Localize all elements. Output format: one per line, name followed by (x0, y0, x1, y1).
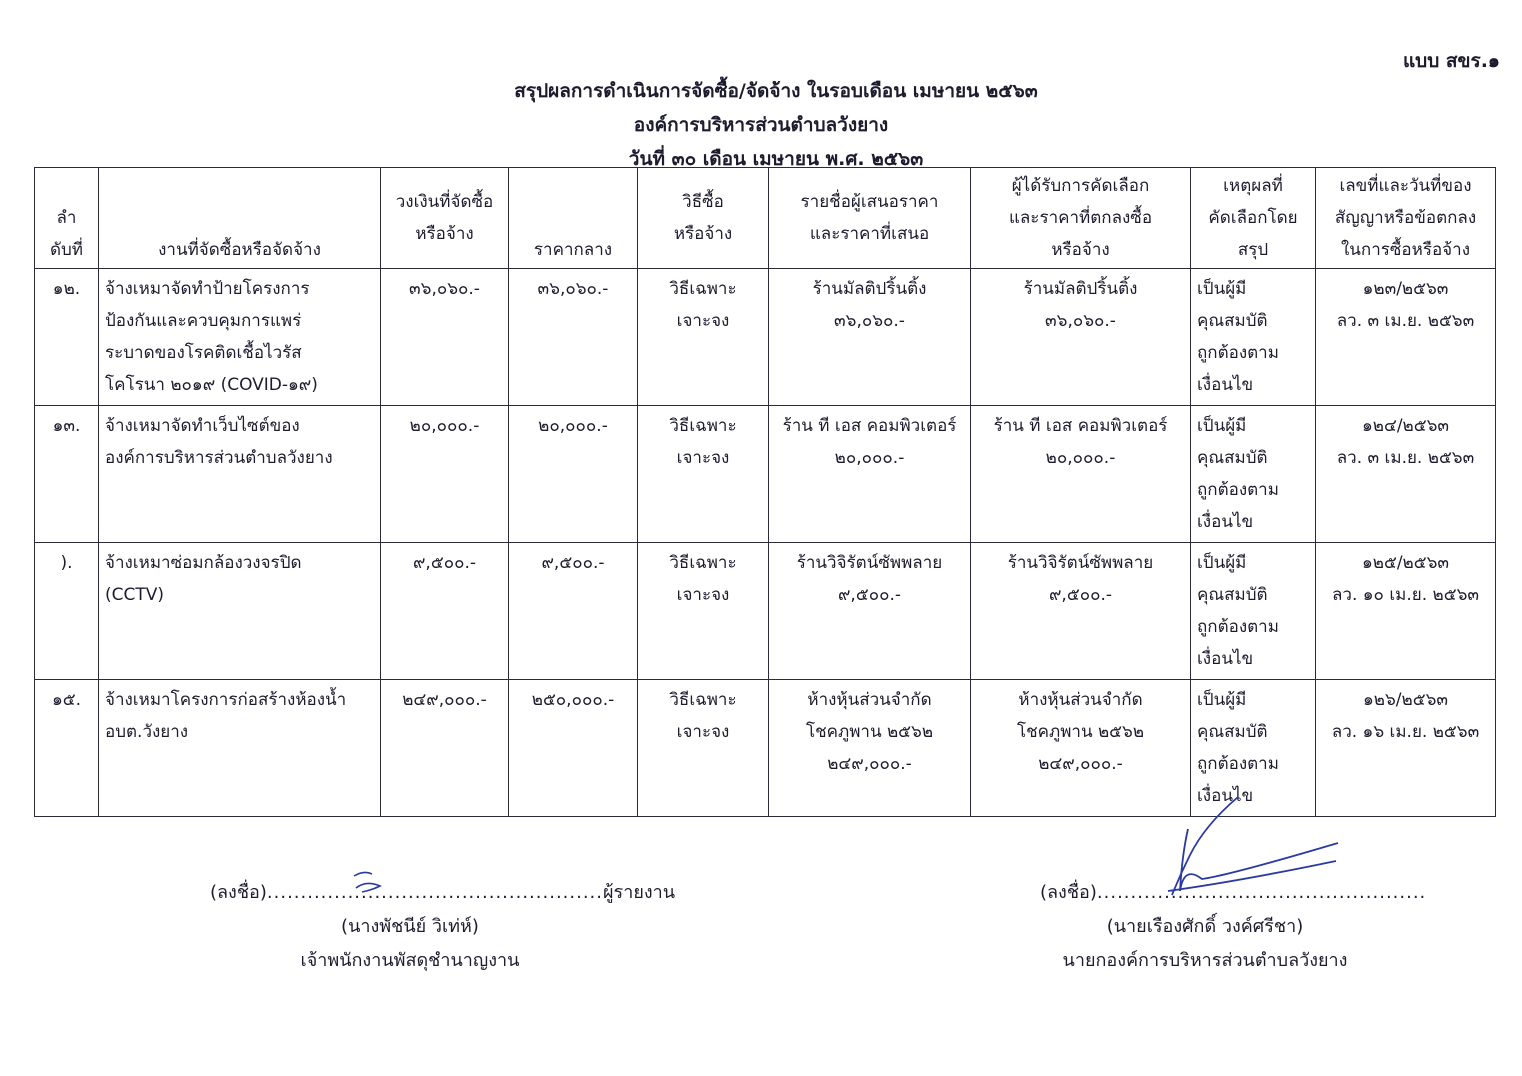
header-line: ผู้ได้รับการคัดเลือก (1011, 176, 1150, 196)
organization-name: องค์การบริหารส่วนตำบลวังยาง (633, 114, 889, 136)
bidders-cell-line: ร้าน ที เอส คอมพิวเตอร์ (782, 416, 957, 436)
reporter-name: (นางพัชนีย์ วิเท่ห์) (341, 916, 479, 937)
header-line: ในการซื้อหรือจ้าง (1341, 240, 1470, 260)
contract-cell-line: ลว. ๑๖ เม.ย. ๒๕๖๓ (1331, 722, 1480, 742)
task-cell (99, 406, 381, 543)
header-line: หรือจ้าง (415, 224, 474, 244)
reason-cell-line: เงื่อนไข (1197, 649, 1254, 669)
contract-cell-line: ๑๒๓/๒๕๖๓ (1362, 279, 1449, 299)
header-line: เลขที่และวันที่ของ (1339, 176, 1472, 196)
method-cell-line: เจาะจง (676, 311, 730, 331)
contract-cell-line: ๑๒๖/๒๕๖๓ (1363, 690, 1448, 710)
median-price-cell: ๒๐,๐๐๐.- (509, 406, 638, 543)
method-cell-line: เจาะจง (676, 722, 730, 742)
task-cell-line: จ้างเหมาซ่อมกล้องวงจรปิด (105, 553, 302, 573)
header-line: วงเงินที่จัดซื้อ (395, 192, 494, 212)
header-line: ดับที่ (49, 240, 84, 260)
header-line: รายชื่อผู้เสนอราคา (800, 192, 939, 212)
contract-cell (1316, 406, 1496, 543)
signature-dots: .................................................. (266, 882, 603, 903)
bidders-cell-line: ร้านวิจิรัตน์ซัพพลาย (796, 553, 943, 573)
selected-cell-line: ร้านมัลติปริ้นติ้ง (1023, 279, 1138, 299)
task-cell-line: โคโรนา ๒๐๑๙ (COVID-๑๙) (105, 375, 318, 395)
reporter-role: ผู้รายงาน (603, 882, 676, 903)
approver-name: (นายเรืองศักดิ์ วงค์ศรีชา) (1106, 916, 1304, 937)
selected-cell-line: ๓๖,๐๖๐.- (1045, 311, 1116, 331)
bidders-cell-line: ๙,๕๐๐.- (837, 585, 901, 605)
task-cell (99, 269, 381, 406)
procurement-summary-table (34, 167, 1496, 817)
col-header-contract (1316, 168, 1496, 269)
task-cell-line: (CCTV) (105, 585, 165, 605)
reason-cell-line: เงื่อนไข (1197, 786, 1254, 806)
reporter-signature-block (210, 876, 676, 978)
budget-cell: ๒๐,๐๐๐.- (381, 406, 509, 543)
header-line: ราคากลาง (533, 240, 613, 260)
selected-cell (971, 406, 1191, 543)
bidders-cell (769, 406, 971, 543)
selected-cell-line: ๒๐,๐๐๐.- (1045, 448, 1116, 468)
approver-handwritten-signature (1150, 795, 1350, 905)
task-cell-line: จ้างเหมาโครงการก่อสร้างห้องน้ำ (105, 690, 347, 710)
task-cell-line: จ้างเหมาจัดทำป้ายโครงการ (105, 279, 310, 299)
table-row (35, 269, 1496, 406)
reason-cell-line: เงื่อนไข (1197, 375, 1254, 395)
task-cell-line: ป้องกันและควบคุมการแพร่ (105, 311, 302, 331)
budget-cell: ๙,๕๐๐.- (381, 543, 509, 680)
contract-cell (1316, 543, 1496, 680)
contract-cell-line: ลว. ๑๐ เม.ย. ๒๕๖๓ (1331, 585, 1479, 605)
reason-cell-line: คุณสมบัติ (1197, 448, 1268, 468)
reason-cell-line: เป็นผู้มี (1197, 690, 1247, 710)
task-cell (99, 680, 381, 817)
reason-cell-line: ถูกต้องตาม (1197, 343, 1279, 363)
sign-prefix: (ลงชื่อ) (210, 882, 267, 903)
col-header-median-price (509, 168, 638, 269)
bidders-cell-line: ร้านมัลติปริ้นติ้ง (812, 279, 927, 299)
header-line: หรือจ้าง (1051, 240, 1110, 260)
bidders-cell-line: ห้างหุ้นส่วนจำกัด (807, 690, 932, 710)
method-cell (638, 543, 769, 680)
task-cell-line: ระบาดของโรคติดเชื้อไวรัส (105, 343, 302, 363)
reporter-position: เจ้าพนักงานพัสดุชำนาญงาน (300, 950, 520, 971)
table-body (35, 269, 1496, 817)
contract-cell (1316, 269, 1496, 406)
task-cell-line: องค์การบริหารส่วนตำบลวังยาง (105, 448, 333, 468)
row-number: ๑๒. (35, 269, 99, 406)
reason-cell-line: เป็นผู้มี (1197, 416, 1247, 436)
reason-cell-line: คุณสมบัติ (1197, 311, 1268, 331)
form-code: แบบ สขร.๑ (1402, 50, 1500, 72)
reason-cell-line: เป็นผู้มี (1197, 553, 1247, 573)
reason-cell (1191, 406, 1316, 543)
header-line: งานที่จัดซื้อหรือจัดจ้าง (158, 240, 321, 260)
row-number: ). (35, 543, 99, 680)
bidders-cell-line: ๒๔๙,๐๐๐.- (827, 754, 912, 774)
col-header-number (35, 168, 99, 269)
method-cell (638, 406, 769, 543)
contract-cell-line: ๑๒๔/๒๕๖๓ (1361, 416, 1450, 436)
col-header-task (99, 168, 381, 269)
reason-cell-line: เงื่อนไข (1197, 512, 1254, 532)
median-price-cell: ๒๕๐,๐๐๐.- (509, 680, 638, 817)
header-line: วิธีซื้อ (682, 192, 724, 212)
bidders-cell-line: โชคภูพาน ๒๕๖๒ (805, 722, 934, 742)
header-line: และราคาที่ตกลงซื้อ (1008, 208, 1153, 228)
header-line: สัญญาหรือข้อตกลง (1334, 208, 1477, 228)
selected-cell-line: โชคภูพาน ๒๕๖๒ (1016, 722, 1145, 742)
bidders-cell-line: ๒๐,๐๐๐.- (834, 448, 905, 468)
method-cell (638, 269, 769, 406)
contract-cell-line: ลว. ๓ เม.ย. ๒๕๖๓ (1336, 311, 1475, 331)
table-row (35, 543, 1496, 680)
reason-cell (1191, 269, 1316, 406)
method-cell-line: วิธีเฉพาะ (669, 416, 737, 436)
task-cell (99, 543, 381, 680)
method-cell-line: วิธีเฉพาะ (669, 690, 737, 710)
method-cell-line: วิธีเฉพาะ (669, 279, 737, 299)
document-header (0, 74, 1522, 176)
approver-position: นายกองค์การบริหารส่วนตำบลวังยาง (1062, 950, 1348, 971)
budget-cell: ๒๔๙,๐๐๐.- (381, 680, 509, 817)
reason-cell-line: คุณสมบัติ (1197, 722, 1268, 742)
col-header-selected (971, 168, 1191, 269)
reason-cell-line: คุณสมบัติ (1197, 585, 1268, 605)
table-header-row (35, 168, 1496, 269)
method-cell (638, 680, 769, 817)
bidders-cell (769, 680, 971, 817)
document-date: วันที่ ๓๐ เดือน เมษายน พ.ศ. ๒๕๖๓ (628, 148, 924, 170)
task-cell-line: อบต.วังยาง (105, 722, 189, 742)
task-cell-line: จ้างเหมาจัดทำเว็บไซต์ของ (105, 416, 300, 436)
method-cell-line: เจาะจง (676, 585, 730, 605)
bidders-cell (769, 543, 971, 680)
selected-cell-line: ห้างหุ้นส่วนจำกัด (1018, 690, 1143, 710)
selected-cell (971, 269, 1191, 406)
document-title: สรุปผลการดำเนินการจัดซื้อ/จัดจ้าง ในรอบเดือน เมษายน ๒๕๖๓ (514, 80, 1038, 102)
selected-cell-line: ร้านวิจิรัตน์ซัพพลาย (1007, 553, 1154, 573)
header-line: ลำ (56, 208, 77, 228)
col-header-bidders (769, 168, 971, 269)
bidders-cell-line: ๓๖,๐๖๐.- (834, 311, 905, 331)
sign-prefix: (ลงชื่อ) (1040, 882, 1097, 903)
header-line: หรือจ้าง (673, 224, 733, 244)
signature-dots: ................................................. (1096, 882, 1427, 903)
reason-cell-line: ถูกต้องตาม (1197, 754, 1279, 774)
row-number: ๑๕. (35, 680, 99, 817)
contract-cell-line: ๑๒๕/๒๕๖๓ (1361, 553, 1450, 573)
col-header-budget (381, 168, 509, 269)
selected-cell-line: ๙,๕๐๐.- (1048, 585, 1112, 605)
reason-cell-line: เป็นผู้มี (1197, 279, 1247, 299)
budget-cell: ๓๖,๐๖๐.- (381, 269, 509, 406)
selected-cell (971, 543, 1191, 680)
bidders-cell (769, 269, 971, 406)
reporter-sign-line (210, 876, 676, 910)
reporter-handwritten-signature (350, 866, 390, 896)
method-cell-line: วิธีเฉพาะ (669, 553, 737, 573)
header-line: เหตุผลที่ (1223, 176, 1283, 196)
reason-cell-line: ถูกต้องตาม (1197, 480, 1279, 500)
col-header-reason (1191, 168, 1316, 269)
header-line: สรุป (1237, 240, 1269, 260)
median-price-cell: ๙,๕๐๐.- (509, 543, 638, 680)
selected-cell-line: ร้าน ที เอส คอมพิวเตอร์ (993, 416, 1168, 436)
reason-cell-line: ถูกต้องตาม (1197, 617, 1279, 637)
row-number: ๑๓. (35, 406, 99, 543)
table-row (35, 406, 1496, 543)
contract-cell-line: ลว. ๓ เม.ย. ๒๕๖๓ (1336, 448, 1475, 468)
median-price-cell: ๓๖,๐๖๐.- (509, 269, 638, 406)
header-line: คัดเลือกโดย (1208, 208, 1298, 228)
selected-cell-line: ๒๔๙,๐๐๐.- (1038, 754, 1123, 774)
col-header-method (638, 168, 769, 269)
reason-cell (1191, 543, 1316, 680)
header-line: และราคาที่เสนอ (809, 224, 930, 244)
method-cell-line: เจาะจง (676, 448, 730, 468)
